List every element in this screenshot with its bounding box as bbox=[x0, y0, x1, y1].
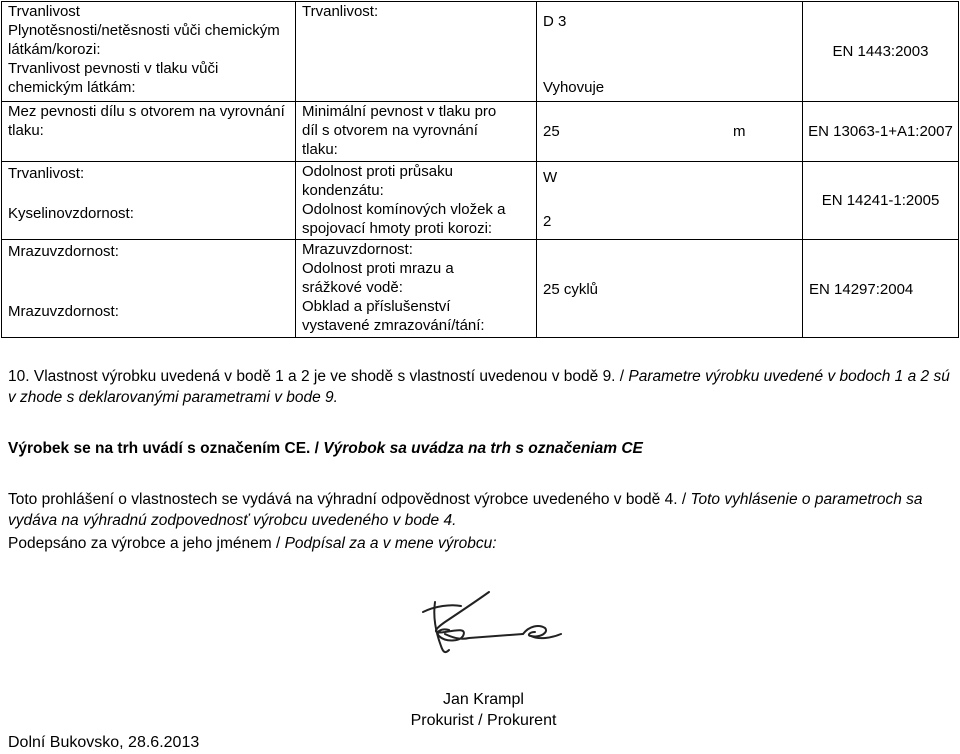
signatory bbox=[406, 689, 561, 731]
characteristic-cell bbox=[2, 2, 296, 102]
place-and-date: Dolní Bukovsko, 28.6.2013 bbox=[8, 734, 200, 751]
cell-line: Odolnost komínových vložek a bbox=[302, 201, 506, 218]
cell-line: Odolnost proti průsaku bbox=[302, 163, 453, 180]
cell-line: Mrazuvzdornost: bbox=[8, 243, 119, 260]
cell-line: 2 bbox=[543, 213, 552, 230]
property-cell bbox=[296, 240, 537, 338]
standard-label: EN 14241-1:2005 bbox=[821, 192, 940, 209]
property-cell bbox=[296, 162, 537, 240]
cell-line: D 3 bbox=[543, 13, 567, 30]
cell-line: Mez pevnosti dílu s otvorem na vyrovnání bbox=[8, 103, 285, 120]
value-cell bbox=[537, 2, 803, 102]
value-number: 25 bbox=[543, 123, 560, 140]
performance-table bbox=[1, 1, 959, 338]
standard-cell bbox=[803, 2, 959, 102]
standard-label: EN 14297:2004 bbox=[809, 281, 914, 298]
signed-cz: Podepsáno za výrobce a jeho jménem / bbox=[8, 535, 285, 552]
property-cell bbox=[296, 102, 537, 162]
characteristic-cell bbox=[2, 162, 296, 240]
signed-sk: Podpísal za a v mene výrobcu: bbox=[284, 535, 497, 552]
characteristic-cell bbox=[2, 102, 296, 162]
cell-line: kondenzátu: bbox=[302, 182, 384, 199]
cell-line: Minimální pevnost v tlaku pro bbox=[302, 103, 497, 120]
responsibility-cz: Toto prohlášení o vlastnostech se vydává na výhradní odpovědnost výrobce uvedeného v bodě 4. / bbox=[8, 491, 691, 508]
cell-line: tlaku: bbox=[8, 122, 44, 139]
statement-signed bbox=[8, 533, 956, 554]
value-cell bbox=[537, 162, 803, 240]
cell-line: chemickým látkám: bbox=[8, 79, 136, 96]
table-row bbox=[2, 102, 959, 162]
statement-conformity bbox=[8, 366, 956, 408]
cell-line: Trvanlivost: bbox=[8, 165, 85, 182]
responsibility-sk: Toto vyhlásenie o parametroch sa vydáva na výhradnú zodpovednosť výrobcu uvedeného v bode 4. bbox=[8, 491, 923, 529]
cell-line: Obklad a příslušenství bbox=[302, 298, 451, 315]
cell-line: W bbox=[543, 169, 558, 186]
cell-line: tlaku: bbox=[302, 141, 338, 158]
standard-cell bbox=[803, 162, 959, 240]
handwritten-signature bbox=[405, 590, 565, 660]
standard-label: EN 1443:2003 bbox=[832, 43, 929, 60]
ce-sk: Výrobok sa uvádza na trh s označeniam CE bbox=[323, 440, 643, 457]
statement-responsibility bbox=[8, 489, 956, 531]
ce-cz: Výrobek se na trh uvádí s označením CE. / bbox=[8, 440, 324, 457]
statement-ce bbox=[8, 438, 956, 459]
standard-label: EN 13063-1+A1:2007 bbox=[808, 123, 953, 140]
standard-cell bbox=[803, 102, 959, 162]
cell-line: Vyhovuje bbox=[543, 79, 605, 96]
value-cell bbox=[537, 240, 803, 338]
signatory-title: Prokurist / Prokurent bbox=[410, 712, 557, 729]
cell-line: Mrazuvzdornost: bbox=[302, 241, 413, 258]
property-cell bbox=[296, 2, 537, 102]
value-cell bbox=[537, 102, 803, 162]
standard-cell bbox=[803, 240, 959, 338]
cell-line: spojovací hmoty proti korozi: bbox=[302, 220, 493, 237]
signatory-name: Jan Krampl bbox=[443, 691, 524, 708]
cell-line: Kyselinovzdornost: bbox=[8, 205, 134, 222]
cell-line: srážkové vodě: bbox=[302, 279, 403, 296]
value-unit: m bbox=[733, 123, 746, 140]
cell-line: Plynotěsnosti/netěsnosti vůči chemickým bbox=[8, 22, 280, 39]
cell-line: Trvanlivost pevnosti v tlaku vůči bbox=[8, 60, 219, 77]
cell-line: díl s otvorem na vyrovnání bbox=[302, 122, 478, 139]
statement-sk: Parametre výrobku uvedené v bodoch 1 a 2 sú v zhode s deklarovanými parametrami v bode 9. bbox=[8, 368, 950, 406]
cell-line: 25 cyklů bbox=[543, 281, 599, 298]
cell-line: Trvanlivost bbox=[8, 3, 80, 20]
table-row bbox=[2, 2, 959, 102]
cell-line: Trvanlivost: bbox=[302, 3, 379, 20]
cell-line: vystavené zmrazování/tání: bbox=[302, 317, 485, 334]
cell-line: Odolnost proti mrazu a bbox=[302, 260, 454, 277]
cell-line: Mrazuvzdornost: bbox=[8, 303, 119, 320]
table-row bbox=[2, 162, 959, 240]
cell-line: látkám/korozi: bbox=[8, 41, 101, 58]
characteristic-cell bbox=[2, 240, 296, 338]
table-row bbox=[2, 240, 959, 338]
statement-cz: 10. Vlastnost výrobku uvedená v bodě 1 a 2 je ve shodě s vlastností uvedenou v bodě 9. / bbox=[8, 368, 629, 385]
